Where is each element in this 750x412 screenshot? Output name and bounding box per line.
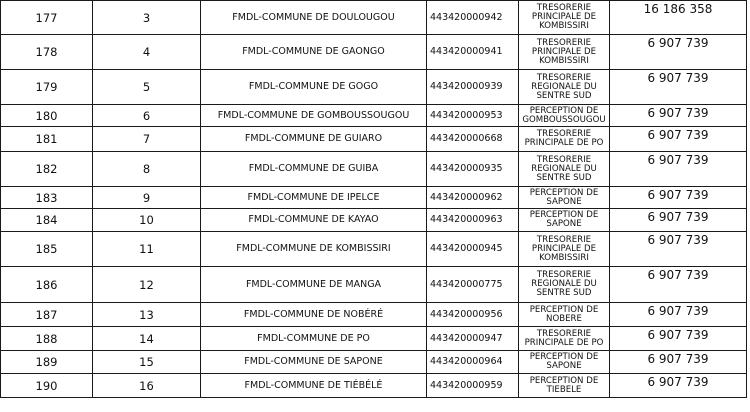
table-row: [1, 267, 747, 303]
amount: 16 186 358: [610, 1, 747, 35]
table-row: [1, 152, 747, 187]
treasury-line: TRESORERIE: [536, 154, 592, 165]
account-number: 443420000935: [427, 152, 519, 187]
row-number: 187: [1, 303, 93, 327]
account-number: 443420000953: [427, 105, 519, 127]
account-number: 443420000939: [427, 70, 519, 105]
row-number: 190: [1, 374, 93, 398]
account-number: 443420000947: [427, 327, 519, 351]
account-number: 443420000962: [427, 187, 519, 209]
treasury-office: [519, 351, 610, 374]
treasury-line: TRESORERIE: [536, 234, 592, 245]
treasury-office: [519, 70, 610, 105]
table-row: [1, 127, 747, 152]
row-index: 16: [93, 374, 201, 398]
account-number: 443420000775: [427, 267, 519, 303]
amount: 6 907 739: [610, 105, 747, 127]
treasury-office: [519, 209, 610, 232]
commune-name: FMDL-COMMUNE DE GUIBA: [201, 152, 427, 187]
table-row: [1, 105, 747, 127]
treasury-line: TIEBELE: [546, 384, 582, 395]
treasury-line: REGIONALE DU: [531, 279, 597, 289]
row-index: 15: [93, 351, 201, 374]
treasury-line: TRESORERIE: [536, 270, 592, 280]
treasury-line: TRESORERIE: [536, 328, 592, 339]
treasury-line: PRINCIPALE DE PO: [524, 138, 604, 148]
account-number: 443420000942: [427, 1, 519, 35]
treasury-office: [519, 232, 610, 267]
table-body: [1, 1, 747, 398]
treasury-line: SAPONE: [546, 196, 582, 207]
treasury-line: SENTRE SUD: [536, 172, 592, 183]
row-number: 184: [1, 209, 93, 232]
row-number: 180: [1, 105, 93, 127]
treasury-line: PRINCIPALE DE PO: [524, 337, 604, 348]
treasury-line: REGIONALE DU: [531, 163, 597, 174]
treasury-line: NOBERE: [546, 313, 582, 324]
table-row: [1, 374, 747, 398]
treasury-line: KOMBISSIRI: [539, 21, 589, 31]
treasury-line: SAPONE: [546, 219, 582, 229]
row-index: 10: [93, 209, 201, 232]
treasury-line: GOMBOUSSOUGOU: [522, 114, 606, 125]
amount: 6 907 739: [610, 152, 747, 187]
commune-name: FMDL-COMMUNE DE GUIARO: [201, 127, 427, 152]
row-number: 188: [1, 327, 93, 351]
row-number: 189: [1, 351, 93, 374]
table-row: [1, 303, 747, 327]
amount: 6 907 739: [610, 70, 747, 105]
account-number: 443420000959: [427, 374, 519, 398]
table-row: [1, 351, 747, 374]
commune-name: FMDL-COMMUNE DE SAPONE: [201, 351, 427, 374]
amount: 6 907 739: [610, 351, 747, 374]
row-index: 7: [93, 127, 201, 152]
amount: 6 907 739: [610, 35, 747, 70]
account-number: 443420000668: [427, 127, 519, 152]
row-index: 11: [93, 232, 201, 267]
row-index: 8: [93, 152, 201, 187]
commune-name: FMDL-COMMUNE DE GOMBOUSSOUGOU: [201, 105, 427, 127]
table-row: [1, 70, 747, 105]
treasury-office: [519, 105, 610, 127]
table-row: [1, 327, 747, 351]
treasury-line: PERCEPTION DE: [529, 352, 599, 362]
amount: 6 907 739: [610, 232, 747, 267]
commune-name: FMDL-COMMUNE DE DOULOUGOU: [201, 1, 427, 35]
treasury-line: PERCEPTION DE: [529, 210, 599, 220]
treasury-line: TRESORERIE: [536, 72, 592, 83]
treasury-line: TRESORERIE: [536, 129, 592, 139]
row-index: 4: [93, 35, 201, 70]
account-number: 443420000956: [427, 303, 519, 327]
treasury-line: PRINCIPALE DE: [531, 12, 597, 22]
treasury-office: [519, 35, 610, 70]
commune-name: FMDL-COMMUNE DE IPELCE: [201, 187, 427, 209]
treasury-line: PERCEPTION DE: [529, 105, 599, 116]
row-number: 178: [1, 35, 93, 70]
commune-name: FMDL-COMMUNE DE TIÉBÉLÉ: [201, 374, 427, 398]
row-index: 14: [93, 327, 201, 351]
row-number: 177: [1, 1, 93, 35]
row-index: 13: [93, 303, 201, 327]
commune-name: FMDL-COMMUNE DE NOBÉRÉ: [201, 303, 427, 327]
row-number: 182: [1, 152, 93, 187]
commune-name: FMDL-COMMUNE DE PO: [201, 327, 427, 351]
commune-name: FMDL-COMMUNE DE GOGO: [201, 70, 427, 105]
commune-name: FMDL-COMMUNE DE GAONGO: [201, 35, 427, 70]
row-number: 186: [1, 267, 93, 303]
amount: 6 907 739: [610, 187, 747, 209]
treasury-office: [519, 127, 610, 152]
amount: 6 907 739: [610, 267, 747, 303]
treasury-line: PRINCIPALE DE: [531, 46, 597, 57]
commune-name: FMDL-COMMUNE DE KAYAO: [201, 209, 427, 232]
table-row: [1, 1, 747, 35]
treasury-office: [519, 1, 610, 35]
row-index: 3: [93, 1, 201, 35]
treasury-line: SAPONE: [546, 361, 582, 371]
treasury-line: SENTRE SUD: [536, 90, 592, 101]
row-index: 12: [93, 267, 201, 303]
treasury-office: [519, 187, 610, 209]
amount: 6 907 739: [610, 209, 747, 232]
table-row: [1, 209, 747, 232]
row-number: 183: [1, 187, 93, 209]
amount: 6 907 739: [610, 303, 747, 327]
row-number: 185: [1, 232, 93, 267]
table-row: [1, 187, 747, 209]
treasury-line: PERCEPTION DE: [529, 375, 599, 386]
treasury-office: [519, 327, 610, 351]
commune-name: FMDL-COMMUNE DE KOMBISSIRI: [201, 232, 427, 267]
treasury-line: TRESORERIE: [536, 3, 592, 13]
treasury-line: PERCEPTION DE: [529, 304, 599, 315]
row-index: 9: [93, 187, 201, 209]
amount: 6 907 739: [610, 327, 747, 351]
account-number: 443420000963: [427, 209, 519, 232]
treasury-line: KOMBISSIRI: [539, 252, 589, 263]
treasury-line: TRESORERIE: [536, 37, 592, 48]
treasury-line: KOMBISSIRI: [539, 55, 589, 66]
amount: 6 907 739: [610, 374, 747, 398]
amount: 6 907 739: [610, 127, 747, 152]
row-number: 181: [1, 127, 93, 152]
treasury-office: [519, 374, 610, 398]
commune-name: FMDL-COMMUNE DE MANGA: [201, 267, 427, 303]
treasury-office: [519, 152, 610, 187]
treasury-line: PERCEPTION DE: [529, 187, 599, 198]
table-row: [1, 232, 747, 267]
account-number: 443420000941: [427, 35, 519, 70]
treasury-line: SENTRE SUD: [536, 288, 592, 298]
treasury-line: PRINCIPALE DE: [531, 243, 597, 254]
treasury-line: REGIONALE DU: [531, 81, 597, 92]
treasury-office: [519, 303, 610, 327]
account-number: 443420000964: [427, 351, 519, 374]
table-row: [1, 35, 747, 70]
row-number: 179: [1, 70, 93, 105]
account-number: 443420000945: [427, 232, 519, 267]
row-index: 5: [93, 70, 201, 105]
row-index: 6: [93, 105, 201, 127]
treasury-office: [519, 267, 610, 303]
